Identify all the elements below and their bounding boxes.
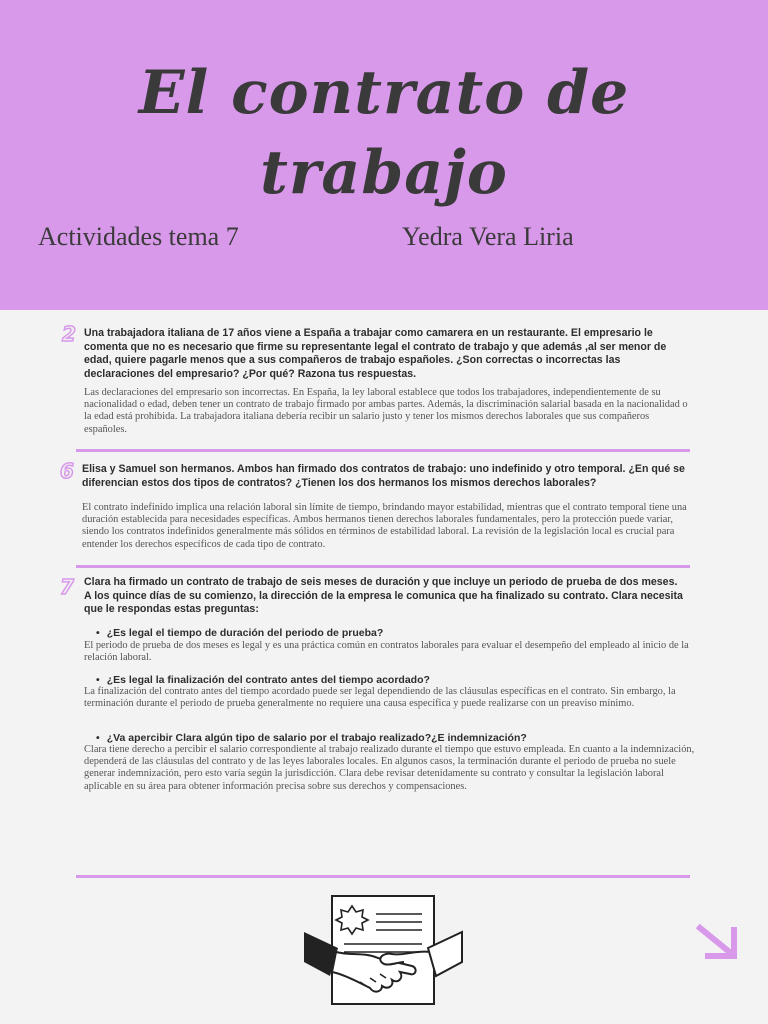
subtitle-author: Yedra Vera Liria (402, 222, 574, 251)
question-2: Una trabajadora italiana de 17 años viene a España a trabajar como camarera en un restaurante. El empresario le comenta que no es necesario que firme su representante legal el contrato de trabajo y que además ,al ser menor de edad, quiere pagarle menos que a sus compañeros de trabajo españoles. ¿Son correctas o incorrectas las declaraciones del empresario? ¿Por qué? Razona tus respuestas. (84, 327, 667, 380)
section-number-7: 7 (60, 575, 74, 599)
question-6: Elisa y Samuel son hermanos. Ambos han firmado dos contratos de trabajo: uno indefinido y otro temporal. ¿En qué se diferencian estos dos tipos de contratos? ¿Tienen los dos hermanos los mismos derechos laborales? (82, 463, 685, 489)
section-divider (76, 565, 690, 568)
question-7: Clara ha firmado un contrato de trabajo de seis meses de duración y que incluye un periodo de prueba de dos meses. A los quince días de su comienzo, la dirección de la empresa le comunica que ha finalizado su contrato. Clara necesita que le respondas estas preguntas: (84, 576, 683, 615)
handshake-contract-icon (300, 892, 466, 1016)
page-title-line1: El contrato de (138, 58, 630, 128)
section-divider (76, 875, 690, 878)
arrow-down-right-icon[interactable] (694, 922, 742, 962)
subtitle-activities: Actividades tema 7 (38, 222, 239, 251)
sub-question-1: • ¿Es legal el tiempo de duración del periodo de prueba? (96, 627, 383, 639)
answer-6: El contrato indefinido implica una relación laboral sin límite de tiempo, brindando mayor estabilidad, mientras que el contrato temporal tiene una duración establecida para necesidades específicas. Ambos hermanos tienen derechos laborales fundamentales, pero la protección puede variar, siendo los contratos indefinidos generalmente más sólidos en términos de estabilidad laboral. La revisión de la legislación local es crucial para entender los derechos específicos de cada tipo de contrato. (82, 502, 687, 550)
header-banner (0, 0, 768, 310)
sub-answer-2: La finalización del contrato antes del tiempo acordado puede ser legal dependiendo de las cláusulas específicas en el contrato. Sin embargo, la terminación durante el periodo de prueba generalmente no requiere una causa específica y puede realizarse con un preaviso mínimo. (84, 686, 676, 710)
sub-answer-1: El periodo de prueba de dos meses es legal y es una práctica común en contratos laborales para evaluar el desempeño del empleado al inicio de la relación laboral. (84, 640, 689, 664)
sub-question-2: • ¿Es legal la finalización del contrato antes del tiempo acordado? (96, 674, 430, 686)
sub-question-3: • ¿Va apercibir Clara algún tipo de salario por el trabajo realizado?¿E indemnización? (96, 732, 527, 744)
sub-answer-3: Clara tiene derecho a percibir el salario correspondiente al trabajo realizado durante el tiempo que estuvo empleada. En cuanto a la indemnización, dependerá de las cláusulas del contrato y de las leyes laborales locales. En algunos casos, la terminación durante el periodo de prueba no suele generar indemnización, pero esto varía según la jurisdicción. Clara debe revisar detenidamente su contrato y consultar la legislación laboral aplicable en su área para obtener información precisa sobre sus derechos y compensaciones. (84, 744, 695, 792)
section-number-6: 6 (60, 459, 74, 483)
section-divider (76, 449, 690, 452)
page-title-line2: trabajo (260, 138, 508, 208)
answer-2: Las declaraciones del empresario son incorrectas. En España, la ley laboral establece que todos los trabajadores, independientemente de su nacionalidad o edad, deben tener un contrato de trabajo firmado por ambas partes. Además, la discriminación salarial basada en la nacionalidad o la edad está prohibida. La trabajadora italiana debería recibir un salario justo y tener los mismos derechos laborales que sus compañeros españoles. (84, 387, 688, 435)
section-number-2: 2 (62, 322, 76, 346)
